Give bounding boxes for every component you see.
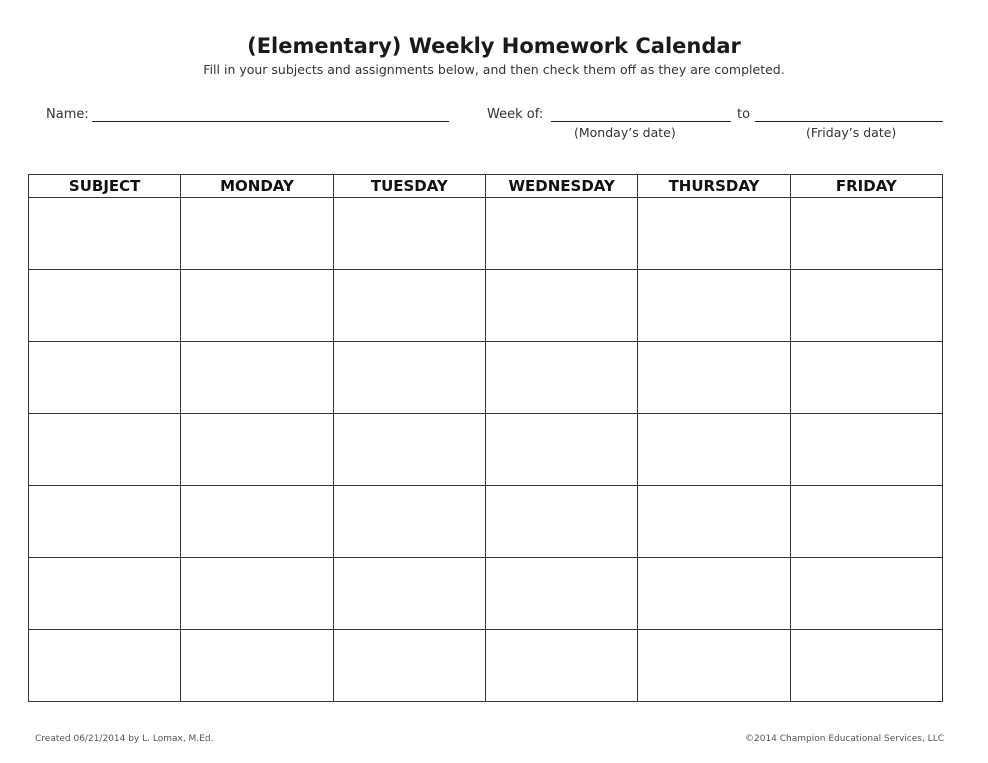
name-label: Name:	[46, 107, 89, 122]
wednesday-cell[interactable]	[485, 198, 637, 270]
column-header-subject: SUBJECT	[29, 175, 181, 198]
tuesday-cell[interactable]	[333, 270, 485, 342]
table-row	[29, 630, 943, 702]
thursday-cell[interactable]	[638, 198, 790, 270]
friday-cell[interactable]	[790, 630, 942, 702]
subject-cell[interactable]	[29, 342, 181, 414]
subject-cell[interactable]	[29, 558, 181, 630]
page-title: (Elementary) Weekly Homework Calendar	[247, 34, 741, 58]
thursday-cell[interactable]	[638, 630, 790, 702]
friday-cell[interactable]	[790, 342, 942, 414]
column-header-thursday: THURSDAY	[638, 175, 790, 198]
monday-cell[interactable]	[181, 198, 333, 270]
table-row	[29, 558, 943, 630]
monday-cell[interactable]	[181, 270, 333, 342]
monday-cell[interactable]	[181, 342, 333, 414]
column-header-wednesday: WEDNESDAY	[485, 175, 637, 198]
monday-cell[interactable]	[181, 630, 333, 702]
friday-cell[interactable]	[790, 270, 942, 342]
subject-cell[interactable]	[29, 198, 181, 270]
thursday-cell[interactable]	[638, 558, 790, 630]
name-field-line[interactable]	[92, 121, 449, 122]
friday-date-hint: (Friday’s date)	[806, 125, 897, 140]
table-header-row	[29, 175, 943, 198]
friday-date-field-line[interactable]	[755, 121, 943, 122]
tuesday-cell[interactable]	[333, 630, 485, 702]
column-header-monday: MONDAY	[181, 175, 333, 198]
footer-created: Created 06/21/2014 by L. Lomax, M.Ed.	[35, 734, 214, 744]
monday-date-hint: (Monday’s date)	[574, 125, 676, 140]
thursday-cell[interactable]	[638, 270, 790, 342]
tuesday-cell[interactable]	[333, 342, 485, 414]
subject-cell[interactable]	[29, 630, 181, 702]
thursday-cell[interactable]	[638, 342, 790, 414]
table-row	[29, 270, 943, 342]
monday-date-field-line[interactable]	[551, 121, 731, 122]
table-row	[29, 342, 943, 414]
to-label: to	[737, 107, 751, 122]
wednesday-cell[interactable]	[485, 558, 637, 630]
monday-cell[interactable]	[181, 486, 333, 558]
tuesday-cell[interactable]	[333, 558, 485, 630]
friday-cell[interactable]	[790, 558, 942, 630]
monday-cell[interactable]	[181, 414, 333, 486]
table-row	[29, 198, 943, 270]
column-header-friday: FRIDAY	[790, 175, 942, 198]
tuesday-cell[interactable]	[333, 414, 485, 486]
column-header-tuesday: TUESDAY	[333, 175, 485, 198]
wednesday-cell[interactable]	[485, 414, 637, 486]
thursday-cell[interactable]	[638, 414, 790, 486]
page-subtitle: Fill in your subjects and assignments below, and then check them off as they are completed.	[203, 62, 785, 77]
friday-cell[interactable]	[790, 198, 942, 270]
subject-cell[interactable]	[29, 486, 181, 558]
subject-cell[interactable]	[29, 414, 181, 486]
tuesday-cell[interactable]	[333, 486, 485, 558]
homework-calendar-table	[28, 174, 943, 702]
wednesday-cell[interactable]	[485, 342, 637, 414]
table-row	[29, 414, 943, 486]
footer-copyright: ©2014 Champion Educational Services, LLC	[745, 734, 944, 744]
week-of-label: Week of:	[487, 107, 544, 122]
tuesday-cell[interactable]	[333, 198, 485, 270]
friday-cell[interactable]	[790, 414, 942, 486]
thursday-cell[interactable]	[638, 486, 790, 558]
wednesday-cell[interactable]	[485, 486, 637, 558]
friday-cell[interactable]	[790, 486, 942, 558]
table-row	[29, 486, 943, 558]
monday-cell[interactable]	[181, 558, 333, 630]
wednesday-cell[interactable]	[485, 270, 637, 342]
wednesday-cell[interactable]	[485, 630, 637, 702]
subject-cell[interactable]	[29, 270, 181, 342]
